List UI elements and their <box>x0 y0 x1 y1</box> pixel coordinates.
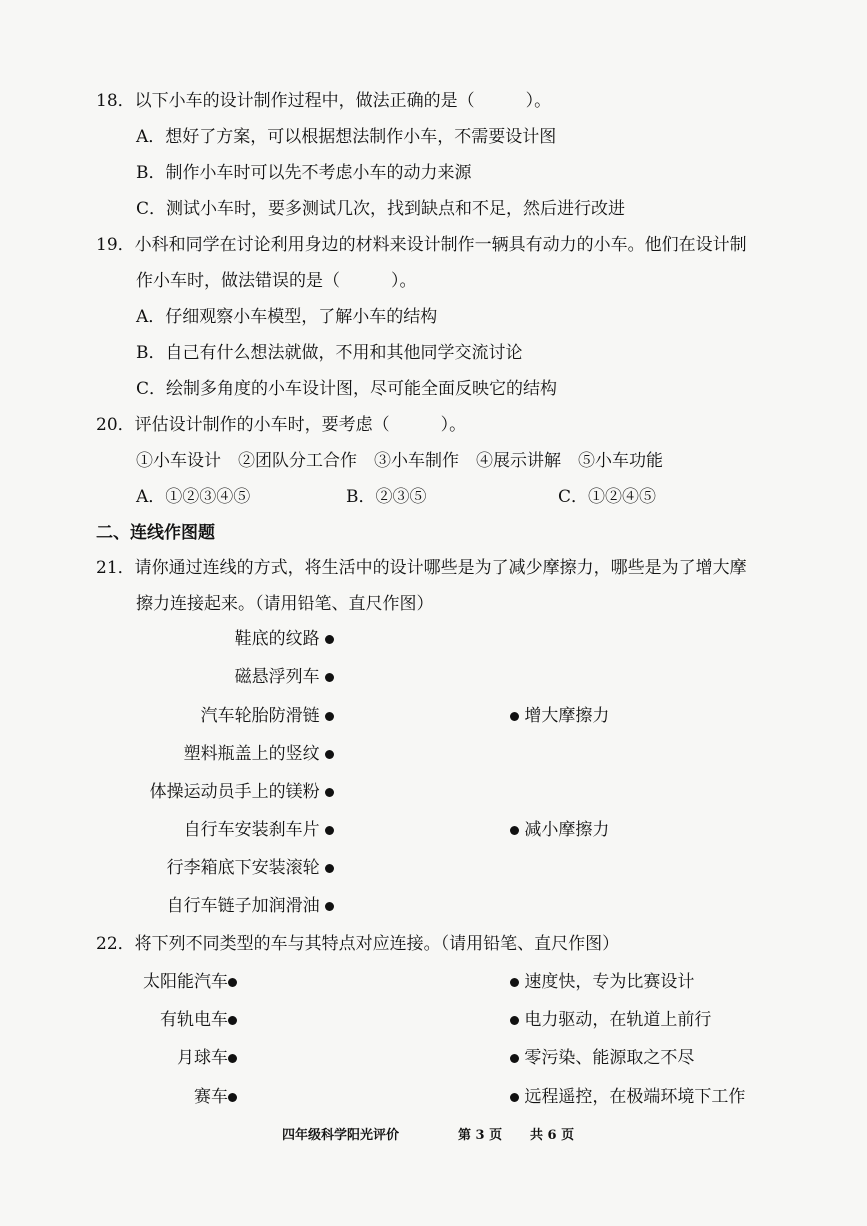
section-title: 二、连线作图题 <box>96 523 215 543</box>
q21-left-label: 体操运动员手上的镁粉 <box>149 782 320 802</box>
q21-left-item <box>235 628 334 650</box>
q21-left-label: 汽车轮胎防滑链 <box>200 706 320 726</box>
q22-right-label: 零污染、能源取之不尽 <box>524 1048 695 1068</box>
q22-left-item <box>160 1009 237 1031</box>
q21-left-item <box>184 743 334 765</box>
q21-left-item <box>201 705 334 727</box>
connector-dot[interactable] <box>510 826 519 835</box>
question-21-stem-line1: 21．请你通过连线的方式，将生活中的设计哪些是为了减少摩擦力，哪些是为了增大摩 <box>96 558 747 578</box>
q22-right-item <box>510 1086 745 1108</box>
q22-left-item <box>194 1086 237 1108</box>
connector-dot[interactable] <box>325 750 334 759</box>
question-19-stem-line2: 作小车时，做法错误的是（ ）。 <box>136 271 417 291</box>
connector-dot[interactable] <box>510 1016 519 1025</box>
question-20-stem: 20．评估设计制作的小车时，要考虑（ ）。 <box>96 415 467 435</box>
q21-right-item <box>510 705 609 727</box>
connector-dot[interactable] <box>228 1016 237 1025</box>
question-22-stem: 22．将下列不同类型的车与其特点对应连接。（请用铅笔、直尺作图） <box>96 934 620 954</box>
q21-left-item <box>167 895 334 917</box>
q22-right-item <box>510 1009 711 1031</box>
footer-page: 第 3 页 <box>458 1128 503 1143</box>
q21-left-label: 行李箱底下安装滚轮 <box>166 858 320 878</box>
q21-left-item <box>167 857 334 879</box>
connector-dot[interactable] <box>228 1093 237 1102</box>
question-20-option-b: B．②③⑤ <box>346 487 427 507</box>
footer-subject: 四年级科学阳光评价 <box>282 1128 400 1143</box>
footer-total: 共 6 页 <box>530 1128 575 1143</box>
question-19-option-b: B．自己有什么想法就做，不用和其他同学交流讨论 <box>136 343 523 363</box>
q22-right-label: 速度快，专为比赛设计 <box>524 972 695 992</box>
question-20-option-c: C．①②④⑤ <box>558 487 657 507</box>
q21-left-item <box>235 666 334 688</box>
connector-dot[interactable] <box>228 1054 237 1063</box>
connector-dot[interactable] <box>325 635 334 644</box>
q21-left-label: 塑料瓶盖上的竖纹 <box>183 744 320 764</box>
q21-right-item <box>510 819 609 841</box>
q21-left-item <box>184 819 334 841</box>
connector-dot[interactable] <box>325 712 334 721</box>
q22-left-label: 赛车 <box>194 1087 228 1107</box>
q21-right-label: 增大摩擦力 <box>524 706 610 726</box>
connector-dot[interactable] <box>325 826 334 835</box>
connector-dot[interactable] <box>510 1054 519 1063</box>
connector-dot[interactable] <box>510 712 519 721</box>
question-19-stem-line1: 19．小科和同学在讨论利用身边的材料来设计制作一辆具有动力的小车。他们在设计制 <box>96 235 747 255</box>
q21-right-label: 减小摩擦力 <box>524 820 610 840</box>
q21-left-label: 自行车链子加润滑油 <box>166 896 320 916</box>
connector-dot[interactable] <box>325 788 334 797</box>
question-20-option-a: A．①②③④⑤ <box>136 487 251 507</box>
q21-left-item <box>150 781 334 803</box>
q21-left-label: 鞋底的纹路 <box>234 629 320 649</box>
question-21-stem-line2: 擦力连接起来。（请用铅笔、直尺作图） <box>136 594 434 614</box>
question-18-stem: 18．以下小车的设计制作过程中，做法正确的是（ ）。 <box>96 91 552 111</box>
connector-dot[interactable] <box>510 978 519 987</box>
question-18-option-a: A．想好了方案，可以根据想法制作小车，不需要设计图 <box>136 127 557 147</box>
connector-dot[interactable] <box>228 978 237 987</box>
q22-right-label: 电力驱动，在轨道上前行 <box>524 1010 712 1030</box>
q21-left-label: 磁悬浮列车 <box>234 667 320 687</box>
q22-right-label: 远程遥控，在极端环境下工作 <box>524 1087 746 1107</box>
connector-dot[interactable] <box>325 902 334 911</box>
connector-dot[interactable] <box>325 673 334 682</box>
connector-dot[interactable] <box>510 1093 519 1102</box>
question-20-items: ①小车设计 ②团队分工合作 ③小车制作 ④展示讲解 ⑤小车功能 <box>136 451 663 471</box>
connector-dot[interactable] <box>325 864 334 873</box>
question-18-option-b: B．制作小车时可以先不考虑小车的动力来源 <box>136 163 472 183</box>
q22-left-item <box>177 1047 237 1069</box>
q22-left-item <box>143 971 237 993</box>
q22-left-label: 月球车 <box>177 1048 228 1068</box>
q22-left-label: 太阳能汽车 <box>143 972 228 992</box>
q22-left-label: 有轨电车 <box>160 1010 228 1030</box>
q21-left-label: 自行车安装刹车片 <box>183 820 320 840</box>
q22-right-item <box>510 971 694 993</box>
question-19-option-a: A．仔细观察小车模型，了解小车的结构 <box>136 307 438 327</box>
question-18-option-c: C．测试小车时，要多测试几次，找到缺点和不足，然后进行改进 <box>136 199 626 219</box>
q22-right-item <box>510 1047 694 1069</box>
question-19-option-c: C．绘制多角度的小车设计图，尽可能全面反映它的结构 <box>136 379 558 399</box>
